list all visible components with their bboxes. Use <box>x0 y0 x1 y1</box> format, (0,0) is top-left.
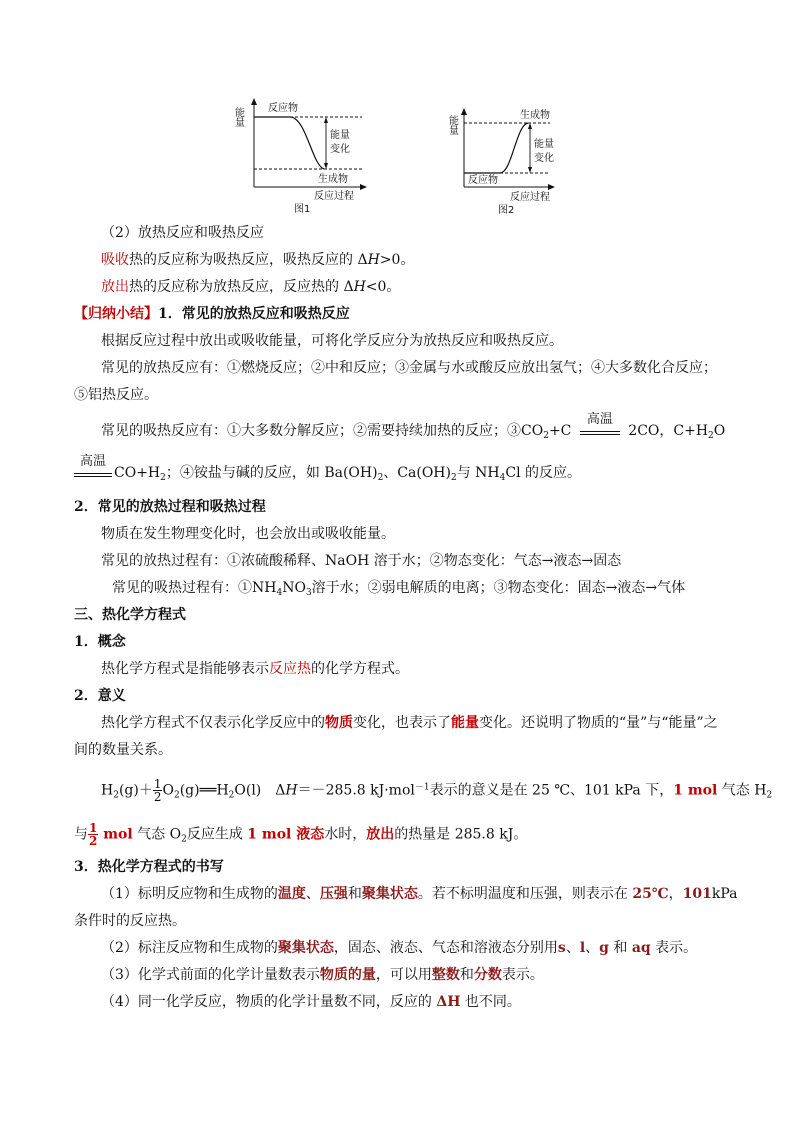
summary-paragraph-1: 根据反应过程中放出或吸收能量，可将化学反应分为放热反应和吸热反应。 <box>101 333 563 349</box>
meaning-heading: 2．意义 <box>74 688 126 704</box>
substance-keyword: 物质 <box>325 715 353 731</box>
text: 的化学方程式。 <box>311 661 409 677</box>
meaning-paragraph <box>101 713 718 733</box>
meaning-paragraph-cont: 间的数量关系。 <box>74 742 172 758</box>
summary-paragraph-3 <box>101 412 726 441</box>
text: 热化学方程式是指能够表示 <box>101 661 269 677</box>
fig1-x-label: 反应过程 <box>314 191 354 202</box>
fraction-half-red <box>88 822 98 847</box>
subscript: 2 <box>543 431 549 441</box>
writing-rule-2 <box>101 938 697 958</box>
fig2-product-label: 生成物 <box>520 110 550 121</box>
text: 热化学方程式不仅表示化学反应中的 <box>101 715 325 731</box>
thermochemical-equation <box>101 778 772 803</box>
text: CO+H <box>114 465 161 481</box>
fig1-delta-label: 能量 <box>330 130 350 141</box>
writing-heading: 3．热化学方程式的书写 <box>74 859 224 875</box>
state-keyword: 聚集状态 <box>361 886 418 902</box>
subscript: 3 <box>305 588 312 598</box>
temp-value: 25℃ <box>632 886 669 902</box>
text: 表示的意义是在 25 ℃、101 kPa 下， <box>429 782 674 799</box>
text: >0。 <box>379 252 415 268</box>
fig1-product-label: 生成物 <box>318 174 348 185</box>
absorb-keyword: 吸收 <box>101 252 129 268</box>
text: (g)══H <box>179 782 229 799</box>
subscript-2: 2 <box>173 790 180 801</box>
temperature-keyword: 温度 <box>277 886 306 902</box>
text: 常见的吸热过程有：①NH <box>112 580 277 596</box>
text: O <box>713 423 726 439</box>
text: 、Ca(OH) <box>383 465 451 481</box>
text: 气态 O <box>132 826 182 843</box>
subscript-2: 2 <box>766 790 773 801</box>
text: kPa <box>711 886 738 902</box>
text: O(l) Δ <box>234 782 286 799</box>
subscript: 2 <box>160 473 166 483</box>
text: 水时， <box>324 826 367 843</box>
process-heading: 2．常见的放热过程和吸热过程 <box>74 499 266 515</box>
section-2-title: （2）放热反应和吸热反应 <box>101 225 264 241</box>
subscript-2: 2 <box>228 790 235 801</box>
fig1-caption: 图1 <box>294 204 311 215</box>
text: 表示。 <box>650 940 698 956</box>
text: 常见的吸热反应有：①大多数分解反应；②需要持续加热的反应；③CO <box>101 423 544 439</box>
text: 也不同。 <box>460 994 521 1010</box>
high-temp-condition-arrow-2 <box>74 454 112 477</box>
fig2-reactant-label: 反应物 <box>468 175 498 186</box>
amount-keyword: 物质的量 <box>319 967 376 983</box>
equation-meaning-cont <box>74 822 527 847</box>
solid-symbol: s <box>557 940 566 956</box>
denominator: 2 <box>153 790 162 804</box>
section-3-title: 三、热化学方程式 <box>74 607 186 623</box>
gas-symbol: g <box>599 940 609 956</box>
condition-label: 高温 <box>586 412 613 427</box>
text: H <box>367 252 380 268</box>
liquid-symbol: l <box>579 940 586 956</box>
delta-h-keyword: ΔH <box>436 994 461 1010</box>
text: 变化，也表示了 <box>353 715 451 731</box>
text: 的热量是 285.8 kJ。 <box>394 826 528 843</box>
text: (g)＋ <box>118 782 153 799</box>
text: 变化。还说明了物质的“量”与“能量”之 <box>479 715 718 731</box>
text: 与 <box>74 826 88 843</box>
text: （3）化学式前面的化学计量数表示 <box>101 967 320 983</box>
process-paragraph-3 <box>112 578 685 598</box>
fig1-y-label: 能量 <box>232 107 244 127</box>
summary-heading <box>74 304 350 324</box>
text: 、 <box>585 940 600 956</box>
text: ＝－285.8 kJ·mol <box>297 782 415 799</box>
aqueous-symbol: aq <box>631 940 651 956</box>
text: ，可以用 <box>375 967 432 983</box>
subscript: 4 <box>276 588 283 598</box>
denominator: 2 <box>89 834 98 848</box>
text: +C <box>548 423 572 439</box>
text: （2）标注反应物和生成物的 <box>101 940 278 956</box>
fig2-caption: 图2 <box>498 205 515 216</box>
numerator: 1 <box>89 821 98 835</box>
text: Cl 的反应。 <box>505 465 582 481</box>
process-paragraph-1: 物质在发生物理变化时，也会放出或吸收能量。 <box>101 526 395 542</box>
process-paragraph-2: 常见的放热过程有：①浓硫酸稀释、NaOH 溶于水；②物态变化：气态→液态→固态 <box>101 553 622 569</box>
pressure-keyword: 压强 <box>319 886 348 902</box>
text: 。若不标明温度和压强，则表示在 <box>417 886 633 902</box>
text: 热的反应称为吸热反应，吸热反应的 Δ <box>129 252 368 268</box>
text: H <box>285 782 298 799</box>
subscript-2: 2 <box>113 790 119 801</box>
text: 溶于水；②弱电解质的电离；③物态变化：固态→液态→气体 <box>311 580 686 596</box>
figure-2-endothermic-diagram <box>446 105 590 217</box>
text: 反应生成 <box>186 826 248 843</box>
high-temp-condition-arrow <box>580 412 620 435</box>
text: 、 <box>305 886 320 902</box>
concept-paragraph <box>101 659 409 679</box>
exothermic-definition <box>101 277 400 297</box>
one-mol-keyword: 1 mol <box>673 782 718 799</box>
text: 和 <box>608 940 632 956</box>
subscript: 2 <box>708 431 714 441</box>
superscript: －1 <box>414 782 430 793</box>
text: ；④铵盐与碱的反应，如 Ba(OH) <box>165 465 378 481</box>
fig2-y-label: 能量 <box>446 115 458 135</box>
subscript: 2 <box>450 473 457 483</box>
integer-keyword: 整数 <box>431 967 460 983</box>
summary-title: 1．常见的放热反应和吸热反应 <box>158 306 350 322</box>
text: 与 NH <box>456 465 500 481</box>
text: 气态 H <box>717 782 767 799</box>
text: （1）标明反应物和生成物的 <box>101 886 278 902</box>
summary-paragraph-2: 常见的放热反应有：①燃烧反应；②中和反应；③金属与水或酸反应放出氢气；④大多数化合反应； <box>101 360 717 376</box>
fig2-delta-label: 能量 <box>534 139 554 150</box>
subscript-2: 2 <box>181 834 187 845</box>
energy-keyword: 能量 <box>451 715 479 731</box>
fig1-reactant-label: 反应物 <box>268 103 298 114</box>
reaction-heat-keyword: 反应热 <box>269 661 311 677</box>
fig2-x-label: 反应过程 <box>510 192 550 203</box>
concept-heading: 1．概念 <box>74 634 126 650</box>
text: （4）同一化学反应，物质的化学计量数不同，反应的 <box>101 994 437 1010</box>
writing-rule-1-cont: 条件时的反应热。 <box>74 913 186 929</box>
summary-paragraph-4 <box>74 454 582 483</box>
fraction-keyword: 分数 <box>473 967 502 983</box>
figure-1-exothermic-diagram <box>234 95 374 215</box>
writing-rule-1 <box>101 884 738 904</box>
summary-paragraph-2b: ⑤铝热反应。 <box>74 387 158 403</box>
text: H <box>101 782 114 799</box>
condition-label: 高温 <box>79 454 106 469</box>
numerator: 1 <box>153 777 162 791</box>
text: 表示。 <box>501 967 544 983</box>
state-keyword: 聚集状态 <box>277 940 334 956</box>
text: 、 <box>565 940 580 956</box>
liquid-keyword: 1 mol 液态 <box>247 826 325 843</box>
text: 2CO，C+H <box>628 423 709 439</box>
text: H <box>353 279 366 295</box>
pressure-value: 101 <box>682 886 712 902</box>
mol-keyword: mol <box>98 826 133 843</box>
fig2-delta-label-2: 变化 <box>534 153 554 164</box>
text: ， <box>668 886 683 902</box>
subscript-4: 4 <box>499 473 506 483</box>
endothermic-definition <box>101 250 414 270</box>
text: NO <box>282 580 306 596</box>
text: 和 <box>347 886 362 902</box>
subscript: 2 <box>377 473 384 483</box>
text: O <box>162 782 174 799</box>
writing-rule-4 <box>101 992 521 1012</box>
text: 和 <box>459 967 474 983</box>
text: ，固态、液态、气态和溶液态分别用 <box>333 940 558 956</box>
fig1-delta-label-2: 变化 <box>330 144 350 155</box>
writing-rule-3 <box>101 965 544 985</box>
release-keyword: 放出 <box>101 279 129 295</box>
text: <0。 <box>365 279 401 295</box>
summary-tag: 【归纳小结】 <box>74 306 158 322</box>
release-keyword: 放出 <box>366 826 395 843</box>
text: 热的反应称为放热反应，反应热的 Δ <box>129 279 354 295</box>
